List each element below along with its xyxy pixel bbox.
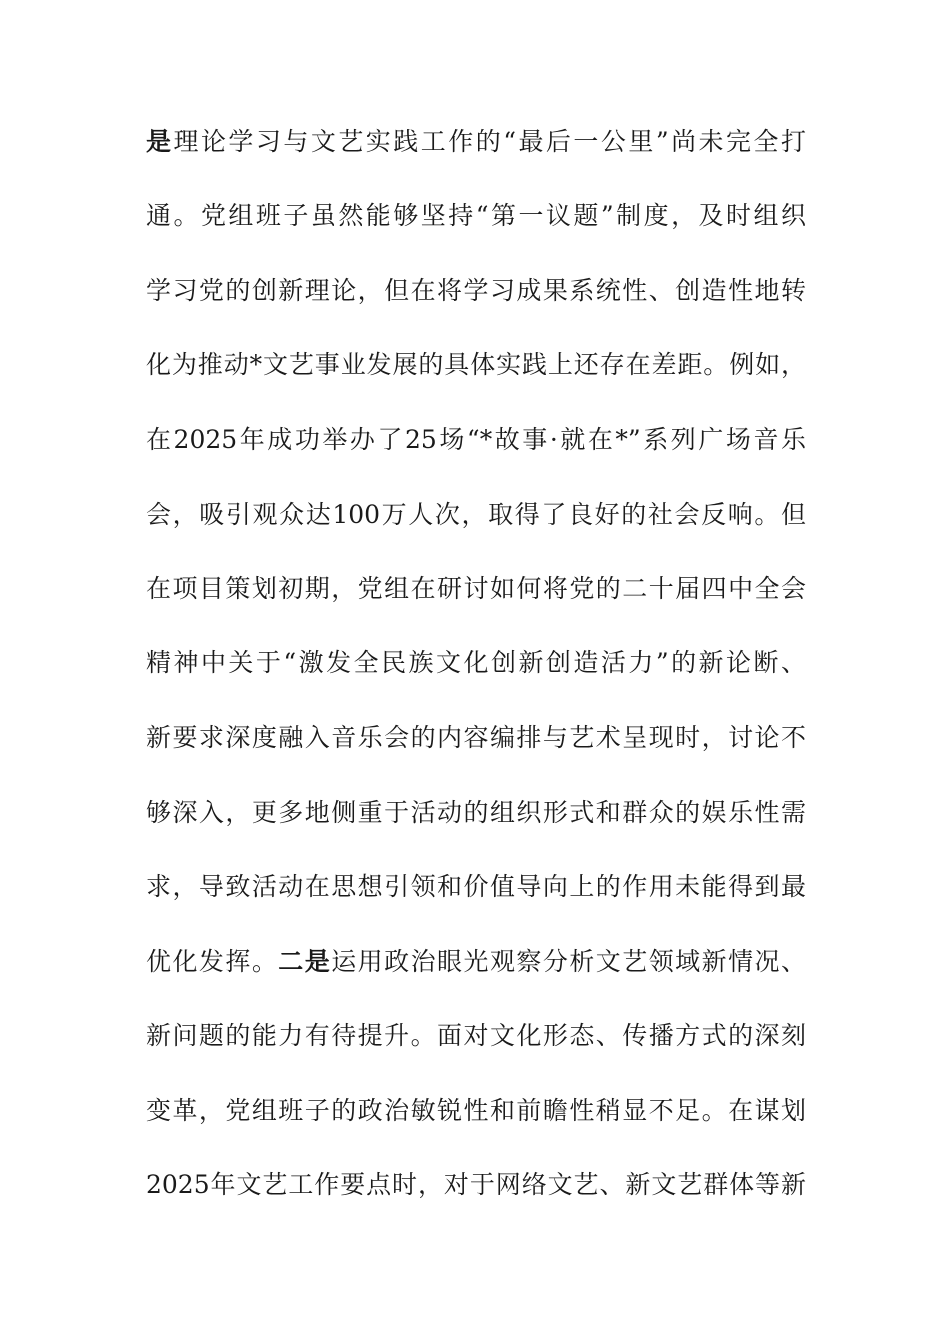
line-text: 变革，党组班子的政治敏锐性和前瞻性稍显不足。在谋划 [146,1096,806,1125]
line-text: 在项目策划初期，党组在研讨如何将党的二十届四中全会 [146,574,806,603]
paragraph-line-12 [146,942,806,982]
line-text: 够深入，更多地侧重于活动的组织形式和群众的娱乐性需 [146,798,806,827]
bold-marker: 二是 [278,947,332,976]
paragraph-line-15 [146,1165,806,1205]
paragraph-line-11 [146,867,806,907]
paragraph-line-13 [146,1016,806,1056]
paragraph-line-4 [146,345,806,385]
bold-marker: 是 [146,127,174,156]
line-text: 学习党的创新理论，但在将学习成果系统性、创造性地转 [146,276,806,305]
paragraph-line-10 [146,793,806,833]
line-text: 2025年文艺工作要点时，对于网络文艺、新文艺群体等新 [146,1170,806,1199]
paragraph-line-6 [146,495,806,535]
line-text: 新问题的能力有待提升。面对文化形态、传播方式的深刻 [146,1021,806,1050]
line-text: 化为推动*文艺事业发展的具体实践上还存在差距。例如， [146,350,806,379]
line-text: 优化发挥。 [146,947,279,976]
line-text: 在2025年成功举办了25场“*故事·就在*”系列广场音乐 [146,425,806,454]
paragraph-line-5 [146,420,806,460]
line-text: 会，吸引观众达100万人次，取得了良好的社会反响。但 [146,500,806,529]
paragraph-line-9 [146,718,806,758]
line-text: 新要求深度融入音乐会的内容编排与艺术呈现时，讨论不 [146,723,806,752]
paragraph-line-14 [146,1091,806,1131]
paragraph-line-3 [146,271,806,311]
paragraph-line-2 [146,196,806,236]
line-text: 求，导致活动在思想引领和价值导向上的作用未能得到最 [146,872,806,901]
paragraph-line-8 [146,643,806,683]
paragraph-line-7 [146,569,806,609]
line-text: 通。党组班子虽然能够坚持“第一议题”制度，及时组织 [146,201,806,230]
paragraph-line-1 [146,122,806,162]
line-text: 精神中关于“激发全民族文化创新创造活力”的新论断、 [146,648,806,677]
line-text: 理论学习与文艺实践工作的“最后一公里”尚未完全打 [173,127,806,156]
line-text-tail: 运用政治眼光观察分析文艺领域新情况、 [331,947,806,976]
